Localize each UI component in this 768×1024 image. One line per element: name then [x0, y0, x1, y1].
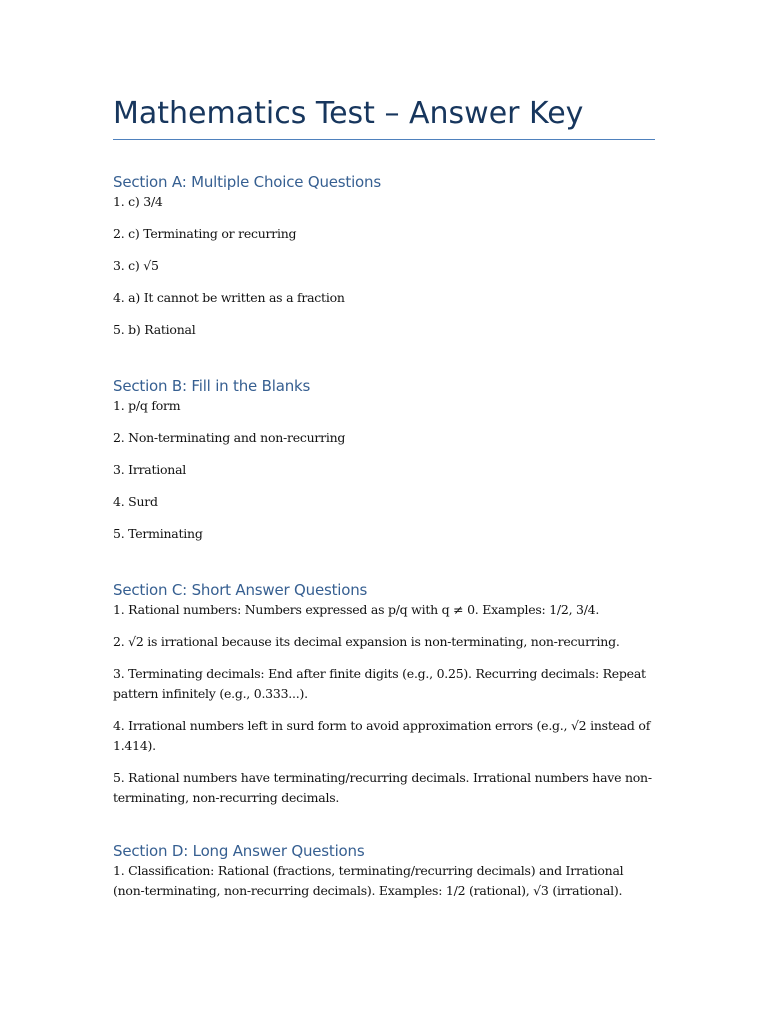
answer-item: 3. Irrational	[113, 462, 187, 477]
answer-item: 4. Irrational numbers left in surd form to avoid approximation errors (e.g., √2 instead of 1.414).	[113, 718, 651, 753]
answer-item: 1. Rational numbers: Numbers expressed as p/q with q ≠ 0. Examples: 1/2, 3/4.	[113, 602, 600, 617]
answer-item: 1. p/q form	[113, 398, 181, 413]
title-underline	[113, 139, 655, 140]
answer-item: 5. Rational numbers have terminating/recurring decimals. Irrational numbers have non-terminating, non-recurring decimals.	[113, 770, 652, 805]
answer-item: 4. Surd	[113, 494, 158, 509]
document-title: Mathematics Test – Answer Key	[113, 96, 584, 131]
answer-list	[113, 861, 655, 901]
section-heading: Section B: Fill in the Blanks	[113, 377, 311, 395]
section-heading: Section D: Long Answer Questions	[113, 842, 365, 860]
answer-item: 5. Terminating	[113, 526, 203, 541]
answer-list	[113, 396, 655, 544]
answer-item: 2. √2 is irrational because its decimal expansion is non-terminating, non-recurring.	[113, 634, 620, 649]
answer-item: 1. c) 3/4	[113, 194, 163, 209]
section-c	[113, 580, 655, 808]
answer-item: 2. c) Terminating or recurring	[113, 226, 297, 241]
section-a	[113, 172, 655, 340]
answer-item: 3. c) √5	[113, 258, 159, 273]
answer-list	[113, 192, 655, 340]
section-heading: Section C: Short Answer Questions	[113, 581, 368, 599]
answer-item: 2. Non-terminating and non-recurring	[113, 430, 346, 445]
answer-list	[113, 600, 655, 808]
answer-item: 1. Classification: Rational (fractions, terminating/recurring decimals) and Irrational (non-terminating, non-recurring decimals). Examples: 1/2 (rational), √3 (irrational).	[113, 863, 624, 898]
section-b	[113, 376, 655, 544]
answer-item: 4. a) It cannot be written as a fraction	[113, 290, 345, 305]
section-d	[113, 841, 655, 901]
answer-item: 3. Terminating decimals: End after finite digits (e.g., 0.25). Recurring decimals: Repeat pattern infinitely (e.g., 0.333...).	[113, 666, 646, 701]
section-heading: Section A: Multiple Choice Questions	[113, 173, 381, 191]
answer-item: 5. b) Rational	[113, 322, 196, 337]
